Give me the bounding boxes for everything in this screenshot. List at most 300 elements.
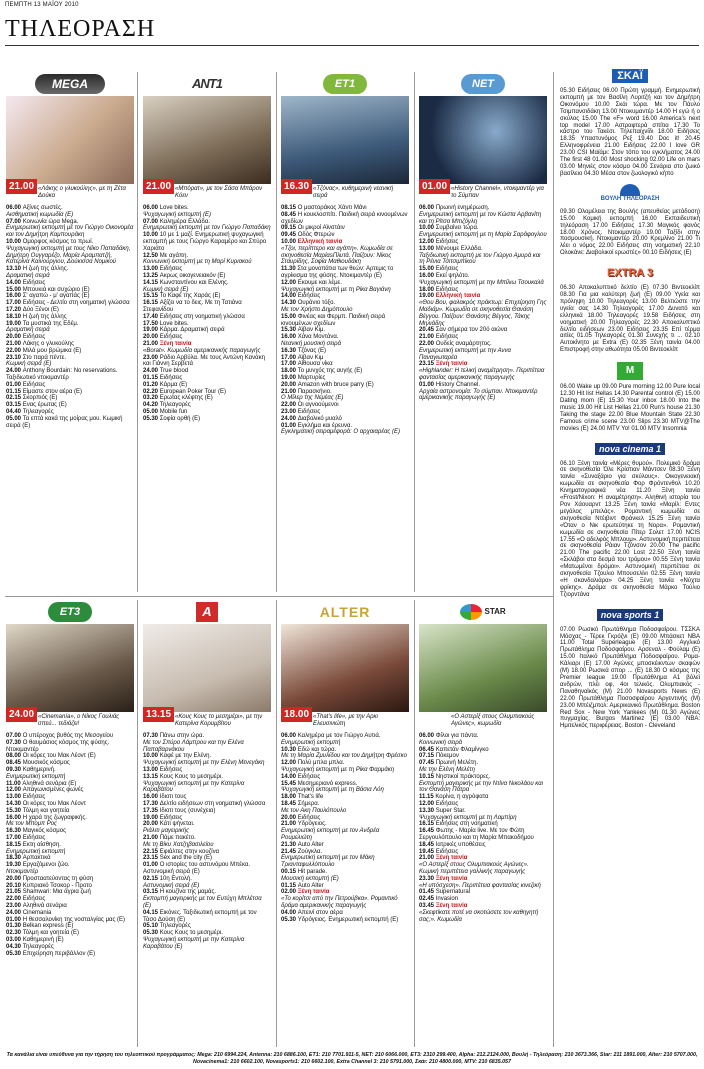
channel-column-alter xyxy=(281,602,409,1048)
channel-column-mega xyxy=(6,74,134,594)
schedule-entry xyxy=(143,314,271,321)
entry-title: Κωμική σειρά (E) xyxy=(6,361,52,368)
entry-time: 05.00 xyxy=(143,408,160,415)
entry-title: Ταξιδιωτική εκπομπή με τον Γιώργο Αμυρά και τη Ρένια Τσιτσιμπίκου xyxy=(419,252,541,266)
entry-time: 19.00 xyxy=(143,327,160,334)
schedule-entry xyxy=(281,341,409,348)
entry-title: Ξένη ταινία xyxy=(435,361,468,368)
time-badge: 18.00 xyxy=(281,707,312,722)
entry-title: Ενημερωτική εκπομπή με τον Κώστα Αρβανίτη και τη Ρίτσα Μπιζόγλη xyxy=(419,211,542,225)
entry-time: 02.15 xyxy=(143,875,160,882)
entry-title: Ενημερωτική εκπομπή xyxy=(6,773,66,780)
schedule-entry xyxy=(6,348,134,355)
entry-time: 23.00 xyxy=(6,902,23,909)
entry-time: 16.30 xyxy=(281,347,298,354)
entry-title: «Θου Βου, φαλακρός πράκτωρ: Επιχείρηση Γης Μαδιάμ». Κωμωδία σε σκηνοθεσία Θανάση Βέγγου. Παίζουν: Θανάσης Βέγγος, Τάκης Μηλιάδης xyxy=(419,300,547,327)
entry-title: Ειδήσεις xyxy=(297,293,321,300)
entry-time: 16.00 xyxy=(419,272,436,279)
promo-caption: «Τζόνας», κυθημερινή νεανική σειρά xyxy=(313,186,394,199)
entry-title: Αξίνες σωστές. xyxy=(22,205,63,211)
et3-promo-photo xyxy=(6,624,134,720)
schedule-entry xyxy=(143,382,271,389)
entry-time: 05.30 xyxy=(143,415,160,422)
schedule-entry xyxy=(419,767,547,774)
schedule-entry xyxy=(143,232,271,252)
entry-title: Ειδήσεις xyxy=(159,766,183,773)
entry-title: Τηλεαγορές xyxy=(159,402,191,409)
schedule-entry xyxy=(419,794,547,801)
channel-column-et3 xyxy=(6,602,134,1048)
entry-title: Ψυχαγωγική εκπομπή με τη Ρίκα Φαρμάκη xyxy=(281,766,395,773)
entry-title: Νεανική μουσική σειρά xyxy=(281,340,342,347)
entry-title: Πρωινή ενημέρωση. xyxy=(435,205,490,211)
schedule-entry xyxy=(6,903,134,910)
entry-title: «Το κορίτσι από την Πετρούβκα». Ρομαντικό δράμα αμερικανικής παραγωγής xyxy=(281,896,398,909)
entry-title: Ψυχαγωγική εκπομπή με την Ελένη Μενεγάκη xyxy=(143,760,265,767)
entry-title: Ριάλιτι μαγειρικής xyxy=(143,828,189,835)
entry-title: Κυπριακό Τσοκορ - Προτο xyxy=(22,882,92,889)
entry-time: 19.00 xyxy=(6,320,23,327)
entry-title: Ειδήσεις xyxy=(297,408,321,415)
schedule-entry xyxy=(281,402,409,409)
schedule-entry xyxy=(419,212,547,226)
entry-title: Amazon with bruce parry (E) xyxy=(297,381,374,388)
entry-time: 18.10 xyxy=(6,313,23,320)
schedule-entry xyxy=(419,876,547,883)
et3-logo: ΕΤ3 xyxy=(48,602,92,622)
time-badge: 21.00 xyxy=(143,179,174,194)
entry-title: Εκεί ψηλότο. xyxy=(435,272,470,279)
entry-title: Το Καφέ της Χαράς (E) xyxy=(159,293,221,300)
schedule-entry xyxy=(281,917,409,924)
entry-title: Ειδήσεις xyxy=(435,800,459,807)
entry-time: 19.45 xyxy=(419,848,436,855)
entry-time: 19.00 xyxy=(143,814,160,821)
schedule-entry xyxy=(419,205,547,212)
entry-time: 13.00 xyxy=(143,266,160,273)
alpha-promo-photo xyxy=(143,624,271,720)
entry-time: 05.10 xyxy=(143,923,160,930)
entry-time: 22.15 xyxy=(143,848,160,855)
vouli-schedule: 09.30 Ολομέλεια της Βουλής (απευθείας μετάδοση) 15.00 Κομική εκπομπή 16.00 Εκπαιδευτική τηλεόραση 17.00 Ειδήσεις 17.30 Μαγικός φανός 18.00 Χρόνος. Ντοκιμαντέρ 19.00 Ταξίδι στην ποσμουσική. Ντοκιμαντέρ 20.00 Κρεμλίνο 21.00 Τι λέει ο νόμος 22.00 Ειδήσεις στη νοηματική 22.10 Ολοκάνε: Διαβολικοί ερωστές» 00.10 Ειδήσεις (E) xyxy=(560,208,700,257)
column-divider xyxy=(137,72,138,592)
entry-time: 17.30 xyxy=(143,800,160,807)
schedule-entry xyxy=(281,416,409,423)
schedule-entry xyxy=(6,869,134,876)
entry-time: 01.15 xyxy=(6,388,23,395)
extra-logo-mark: EXTRA 3 xyxy=(606,267,654,280)
schedule-entry xyxy=(419,348,547,362)
star-logo: STAR xyxy=(419,602,547,622)
column-divider xyxy=(276,600,277,1047)
entry-time: 08.45 xyxy=(281,211,298,218)
entry-time: 15.00 xyxy=(6,286,23,293)
schedule-entry xyxy=(6,402,134,409)
mtv-schedule: 06.00 Wake up 09.00 Pure morning 12.00 Pure local 12.30 Hit list Hellas 14.30 Parental control (E) 15.00 Dating mom (E) 15.30 Your inbox 18.00 Into the music 19.00 Hit List Hellas 21.00 Run's house 21.30 Taking the stage 22.00 Blue Mountain State 22.30 Famous crime scene 23.00 Slips 23.30 MTV@The movies (E) 24.00 MTV Yo! 01.00 MTV Insomnia xyxy=(560,384,700,432)
entry-time: 17.40 xyxy=(143,313,160,320)
schedule-entry xyxy=(143,930,271,937)
entry-title: Σήμερα. xyxy=(297,800,320,807)
schedule-entry xyxy=(281,232,409,239)
entry-title: Ψυχαγωγική εκπομπή με τη Βάσια Λόη xyxy=(281,787,384,794)
entry-title: Κάρμα (E) xyxy=(159,381,188,388)
schedule-entry xyxy=(143,910,271,924)
entry-time: 18.45 xyxy=(281,800,298,807)
entry-time: 00.15 xyxy=(281,868,298,875)
entry-title: Κωμική σειρά (E) xyxy=(143,286,189,293)
entry-title: Ειδήσεις xyxy=(159,334,183,341)
entry-time: 09.30 xyxy=(6,766,23,773)
entry-title: Ειδήσεις xyxy=(22,794,46,801)
schedule-list xyxy=(143,733,271,951)
schedule-entry xyxy=(6,361,134,368)
schedule-entry xyxy=(6,334,134,341)
entry-title: Ενημερωτική εκπομπή xyxy=(6,848,66,855)
entry-title: Η κουζίνα της μαμάς. xyxy=(159,889,217,896)
entry-time: 07.30 xyxy=(6,739,23,746)
issue-date: ΠΕΜΠΤΗ 13 ΜΑΪΟΥ 2010 xyxy=(5,2,79,8)
schedule-entry xyxy=(6,273,134,280)
entry-title: Ο μαστοράκος Χάντι Μάνι xyxy=(297,205,367,211)
entry-title: Διαβολικό μυαλό xyxy=(297,415,342,422)
skai-logo-mark: ΣΚΑΪ xyxy=(612,69,648,83)
entry-time: 04.30 xyxy=(6,943,23,950)
entry-title: Ελληνική ταινία xyxy=(297,238,343,245)
schedule-entry xyxy=(419,389,547,403)
schedule-entry xyxy=(281,307,409,314)
entry-title: «Τζοι, περίπτερο και αγάπη». Κωμωδία σε σκηνοθεσία ΜαρίαsΠλυτά. Παίζουν: Νίκος Σταυρίδης, Σοφία Μαθιουδάκη xyxy=(281,245,393,266)
schedule-entry xyxy=(419,740,547,747)
entry-title: Κους Κους το μεσημέρι. xyxy=(159,930,223,937)
entry-time: 16.00 xyxy=(6,293,23,300)
schedule-entry xyxy=(143,835,271,842)
entry-time: 11.00 xyxy=(6,780,23,787)
schedule-entry xyxy=(6,828,134,835)
schedule-entry xyxy=(281,355,409,362)
entry-time: 05.00 xyxy=(6,415,23,422)
schedule-entry xyxy=(6,225,134,239)
alter-promo-photo xyxy=(281,624,409,720)
entry-title: History Channel. xyxy=(435,381,481,388)
entry-time: 13.15 xyxy=(143,773,160,780)
entry-title: Καθημερινή. xyxy=(22,766,56,773)
entry-time: 18.00 xyxy=(419,286,436,293)
entry-title: Ζούγκλα. xyxy=(297,848,323,855)
entry-title: Με τον Μπομπ Ρος xyxy=(6,821,57,828)
entry-time: 12.00 xyxy=(281,760,298,767)
entry-title: Με τον Σπύρο Λάμπρου και την Ελένα Παπαβαρνάκου xyxy=(143,739,244,753)
entry-title: Ξένη ταινία xyxy=(435,875,468,882)
entry-title: Προσταατεύοντας τη φύση xyxy=(22,875,94,882)
entry-title: Εργαζόμενοι ζώο. xyxy=(22,862,70,869)
entry-time: 16.45 xyxy=(419,828,436,835)
schedule-entry xyxy=(281,733,409,740)
entry-time: 07.00 xyxy=(6,218,23,225)
ant1-promo-photo xyxy=(143,96,271,192)
entry-title: Ξένη ταινία xyxy=(435,902,468,909)
schedule-entry xyxy=(281,348,409,355)
schedule-entry xyxy=(143,212,271,219)
entry-time: 06.00 xyxy=(6,205,23,211)
entry-title: Φωτης - Μαρία live. Με τον Φώτη Σεργουλόπουλο και τη Μαρία Μπακοδήμου xyxy=(419,828,534,841)
entry-time: 07.00 xyxy=(143,218,160,225)
entry-title: Κάρμα. Δραματική σειρά xyxy=(159,327,225,334)
entry-title: Το μυνχός της αυγής (E) xyxy=(297,368,363,375)
entry-time: 21.45 xyxy=(281,848,298,855)
entry-time: 20.45 xyxy=(419,327,436,334)
entry-title: Mobile fun xyxy=(159,408,188,415)
entry-title: Αληθινά σενάρια (E) xyxy=(22,780,77,787)
entry-time: 24.00 xyxy=(143,368,160,375)
alter-logo: ALTER xyxy=(319,604,371,620)
schedule-entry xyxy=(6,239,134,246)
entry-title: Ακρως οικογενειακόν (E) xyxy=(159,272,226,279)
entry-time: 21.00 xyxy=(281,821,298,828)
entry-time: 10.00 xyxy=(6,238,23,245)
schedule-entry xyxy=(281,409,409,416)
entry-title: Ειδήσεις - Δελτίο στη νοηματική γλώσσα xyxy=(22,300,130,307)
entry-time: 08.45 xyxy=(6,760,23,767)
entry-time: 15.30 xyxy=(6,807,23,814)
entry-title: Ψυχαγωγική εκπομπή με τη Λαμπίρη xyxy=(419,814,517,821)
entry-time: 16.15 xyxy=(143,300,160,307)
entry-title: Ντοκιμαντέρ xyxy=(6,868,39,875)
nova-logo xyxy=(560,439,700,457)
entry-title: Είμαστε στον αέρα (E) xyxy=(22,388,83,395)
entry-time: 07.30 xyxy=(143,733,160,739)
schedule-entry xyxy=(419,280,547,287)
schedule-entry xyxy=(419,849,547,856)
entry-title: «Ο Αστερίξ στους Ολυμπιακούς Αγώνες». Κωμική περιπέτεια γαλλικής παραγωγής xyxy=(419,862,529,875)
column-divider xyxy=(553,72,554,1047)
entry-title: Με τον Χρήστο Δημόπουλο xyxy=(281,306,353,313)
entry-time: 21.00 xyxy=(143,340,160,347)
nova-schedule: 07.00 Ρωσικό Πρωτάθλημα Ποδοσφαίρου. ΤΣΣΚΑ Μόσχας - Τέρεκ Γκρόζνι (E) 09.00 Μπάσκετ NBA 11.00 Total Superleague (E) 13.00 Αγγλικό Πρωτάθλημα Ποδοσφαίρου. Αρσεναλ - Φούλαμ (E) 15.00 Ιταλικό Πρωτάθλημα Ποδοσφαίρου. Ρομα-Κάλιαρι (E) 17.00 Αγώνες μποσκέικντων σκαφών (M) 18.00 Ρωσικά σπορ ... (E) 18.30 Ο κόσμος της Premier league 19.00 Πρωτάθλημα Α1 βόλεϊ ανδρών, πλέι οφ, 4οι τελικός. Ολυμπιακός - Παναθηναϊκός (M) 21.00 Novasports News (E) 22.00 Πρωτάθλημα Ποσοσφαίρου Αργεντινής (M) 23.00 Μπέιζμπολ: Αμερικανικό Πρωτάθλημα. Boston Red Sox - New York Yankees (M) 01.30 Αγώνες πυγμαχίας. Burgos Martinez (E) 03.00 NBA: Ημιτελικός περιφέρειας. Boston - Cleveland xyxy=(560,626,700,730)
entry-title: Ο θαυμάσιος κόσμος της φύσης. Ντοκιμαντέρ xyxy=(6,739,110,753)
mega-logo: MEGA xyxy=(35,74,105,94)
column-divider xyxy=(414,72,415,592)
schedule-entry xyxy=(143,781,271,795)
entry-time: 20.00 xyxy=(143,334,160,341)
schedule-entry xyxy=(281,876,409,883)
schedule-entry xyxy=(281,395,409,402)
schedule-entry xyxy=(143,355,271,369)
entry-title: Δελτίο ειδήσεων στη νοηματική γλώσσα xyxy=(159,800,266,807)
schedule-entry xyxy=(419,253,547,267)
schedule-entry xyxy=(143,849,271,856)
entry-title: Σ' αγαπώ - μ' αγαπάς (E) xyxy=(22,293,90,300)
schedule-entry xyxy=(6,733,134,740)
schedule-entry xyxy=(281,753,409,760)
entry-title: Η ζωή της άλλης xyxy=(22,313,67,320)
entry-time: 19.00 xyxy=(419,293,436,300)
entry-time: 10.00 xyxy=(281,238,298,245)
entry-title: Εκουμε και λέμε. xyxy=(297,279,342,286)
entry-title: Ειδήσεις xyxy=(22,834,46,841)
schedule-entry xyxy=(6,917,134,924)
schedule-entry xyxy=(143,774,271,781)
entry-time: 17.00 xyxy=(281,354,298,361)
channel-column-et1 xyxy=(281,74,409,594)
schedule-entry xyxy=(143,334,271,341)
entry-title: Ψυχαγωγική εκπομπή με τη Ρίκα Βαγιάνη xyxy=(281,286,391,293)
entry-time: 01.30 xyxy=(6,923,23,930)
entry-title: Μαγικός κόσμος xyxy=(22,828,66,835)
vouli-dome-icon xyxy=(620,184,640,196)
entry-title: Τα επτά κακά της μοίρας μου. Κωμική σειρά (E) xyxy=(6,415,123,429)
entry-time: 01.00 xyxy=(143,862,160,869)
schedule-entry xyxy=(419,862,547,876)
entry-title: Αξίζει να το δεις. Με τη Τατιάνα Στεφανίδου xyxy=(143,300,242,313)
schedule-entry xyxy=(6,212,134,219)
entry-title: Αισθηματική κωμωδία (E) xyxy=(6,211,74,218)
entry-title: 10 με 1 μαζί. Ενημερωτική ψυχαγωγική εκπομπή με τους Γιώργο Καραμέρο και Σπύρο Χαριάτο xyxy=(143,232,267,252)
schedule-entry xyxy=(281,334,409,341)
column-divider xyxy=(276,72,277,592)
entry-title: Ειδήσεις xyxy=(22,279,46,286)
time-badge: 16.30 xyxy=(281,179,312,194)
entry-time: 21.00 xyxy=(419,855,436,862)
entry-title: Ειδήσεις xyxy=(159,374,183,381)
promo-caption: «That's life», με την Αρκι Ελευσινιώτη xyxy=(313,714,378,727)
entry-title: Ειδήσεις xyxy=(22,896,46,903)
schedule-entry xyxy=(419,266,547,273)
schedule-entry xyxy=(143,300,271,314)
entry-time: 10.00 xyxy=(143,753,160,760)
entry-title: Οι κόρες του Μακ Λέοντ xyxy=(22,800,87,807)
schedule-entry xyxy=(143,409,271,416)
entry-time: 20.00 xyxy=(143,821,160,828)
schedule-entry xyxy=(143,402,271,409)
schedule-entry xyxy=(281,246,409,266)
entry-time: 17.20 xyxy=(6,306,23,313)
schedule-entry xyxy=(6,314,134,321)
entry-time: 16.00 xyxy=(6,814,23,821)
entry-title: Τόλμη και γοητεία xyxy=(22,807,70,814)
entry-time: 22.00 xyxy=(6,347,23,354)
schedule-entry xyxy=(419,287,547,294)
entry-title: Ιατρικές υποθέσεις xyxy=(435,841,486,848)
entry-title: Οδός Φτερών xyxy=(297,232,335,239)
entry-title: Επιχείρηση περιβάλλον (E) xyxy=(22,950,96,957)
entry-title: Κωνσταντίνου και Ελένης. xyxy=(159,279,229,286)
entry-title: Ψυχαγωγική εκπομπή με την Μπίλιω Τσουκαλά xyxy=(419,279,544,286)
entry-title: Σαν σήμερα τον 20ό αιώνα xyxy=(435,327,508,334)
entry-time: 14.15 xyxy=(143,279,160,286)
entry-title: Στα μονοπάτια των θεών: Αρτεμις το αγρίκισμα της φύσης. Ντοκιμαντέρ (E) xyxy=(281,266,394,279)
entry-title: Κοινωνική εκπομπή με τη Μαρί Κυριακού xyxy=(143,259,252,266)
entry-title: Δραματική σειρά xyxy=(6,272,50,279)
schedule-entry xyxy=(281,205,409,212)
entry-title: Η θεσσαλονίκη της νοσταλγίας μας (E) xyxy=(22,916,126,923)
schedule-entry xyxy=(419,883,547,890)
entry-title: Ο ιστορίες του αστυνόμου Μπέκα. Αστυνομική σειρά (E) xyxy=(143,862,251,875)
schedule-entry xyxy=(6,280,134,287)
schedule-entry xyxy=(143,266,271,273)
entry-time: 23.30 xyxy=(419,875,436,882)
entry-time: 18.30 xyxy=(6,855,23,862)
entry-title: Ψυχαγωγική εκπομπή με την Κατερίνα Καραβάτου xyxy=(143,780,245,794)
entry-time: 10.00 xyxy=(419,225,436,232)
time-badge: 01.00 xyxy=(419,179,450,194)
entry-title: Ειδήσεις στη νοηματική γλώσσα xyxy=(159,313,245,320)
schedule-entry xyxy=(281,767,409,774)
entry-title: Μουσικός κόσμος xyxy=(22,760,70,767)
schedule-entry xyxy=(419,382,547,389)
entry-title: Ψυχαγωγική εκπομπή (E) xyxy=(143,211,211,218)
schedule-entry xyxy=(419,828,547,842)
entry-time: 20.10 xyxy=(6,882,23,889)
entry-title: Ειδήσεις xyxy=(22,381,46,388)
schedule-entry xyxy=(6,767,134,774)
entry-time: 20.00 xyxy=(6,875,23,882)
entry-title: Ειδήσεις xyxy=(435,266,459,273)
entry-time: 21.00 xyxy=(6,340,23,347)
net-logo: NET xyxy=(461,74,505,94)
entry-title: Φίλοι για πάντα. xyxy=(435,733,479,739)
schedule-entry xyxy=(281,375,409,382)
schedule-entry xyxy=(6,808,134,815)
schedule-entry xyxy=(419,801,547,808)
entry-title: Εφιάλτες στην κουζίνα xyxy=(159,848,220,855)
entry-title: Ο υπέροχος βυθός της Μεσογείου xyxy=(22,733,114,739)
schedule-entry xyxy=(281,910,409,917)
schedule-entry xyxy=(281,801,409,808)
entry-time: 03.15 xyxy=(6,402,23,409)
promo-caption: «Ο Αστερίξ στους Ολυμπιακούς Αγώνες», κωμωδία xyxy=(451,714,535,727)
entry-title: Καλημέρα Ελλάδα. xyxy=(159,218,210,225)
schedule-entry xyxy=(6,944,134,951)
schedule-entry xyxy=(419,232,547,239)
et1-logo: ΕΤ1 xyxy=(323,74,367,94)
entry-time: 13.00 xyxy=(143,766,160,773)
entry-title: Ξένη ταινία xyxy=(159,340,192,347)
entry-time: 23.00 xyxy=(281,408,298,415)
entry-time: 12.00 xyxy=(419,800,436,807)
schedule-entry xyxy=(6,774,134,781)
entry-time: 10.00 xyxy=(143,232,160,239)
schedule-list xyxy=(6,733,134,957)
entry-title: Στο παρά πέντε. xyxy=(22,354,66,361)
entry-time: 12.00 xyxy=(281,279,298,286)
entry-time: 13.00 xyxy=(419,245,436,252)
entry-time: 12.50 xyxy=(143,252,160,259)
schedule-entry xyxy=(281,855,409,869)
entry-time: 13.10 xyxy=(6,266,23,273)
entry-title: Anthony Bourdain: No reservations. Ταξιδιωτικό ντοκιμαντέρ xyxy=(6,368,118,381)
nova-logo xyxy=(560,605,700,623)
schedule-entry xyxy=(6,815,134,822)
entry-title: Εγκληματική σειραμέφορά: Ο αρχαιαρέας (E) xyxy=(281,429,401,436)
entry-time: 11.30 xyxy=(281,266,298,273)
entry-time: 18.00 xyxy=(281,794,298,801)
entry-time: 23.15 xyxy=(419,361,436,368)
promo-caption: «Κους Κους το μεσημέρι», με την Κατερίνα Κορυμβίτου xyxy=(175,714,263,727)
entry-time: 13.25 xyxy=(143,272,160,279)
entry-title: Love bites. xyxy=(159,320,189,327)
entry-title: Εδώ και τώρα. xyxy=(297,746,337,753)
entry-title: Τόλμη και γοητεία (E) xyxy=(22,930,79,937)
entry-time: 22.00 xyxy=(281,402,298,409)
entry-title: Ουδείς αναμάρτητος. xyxy=(435,340,492,347)
entry-title: Τηλεαγορές xyxy=(22,943,54,950)
entry-time: 14.00 xyxy=(281,773,298,780)
schedule-entry xyxy=(6,862,134,869)
schedule-entry xyxy=(143,416,271,423)
schedule-entry xyxy=(419,774,547,781)
schedule-entry xyxy=(143,273,271,280)
schedule-list xyxy=(6,205,134,429)
